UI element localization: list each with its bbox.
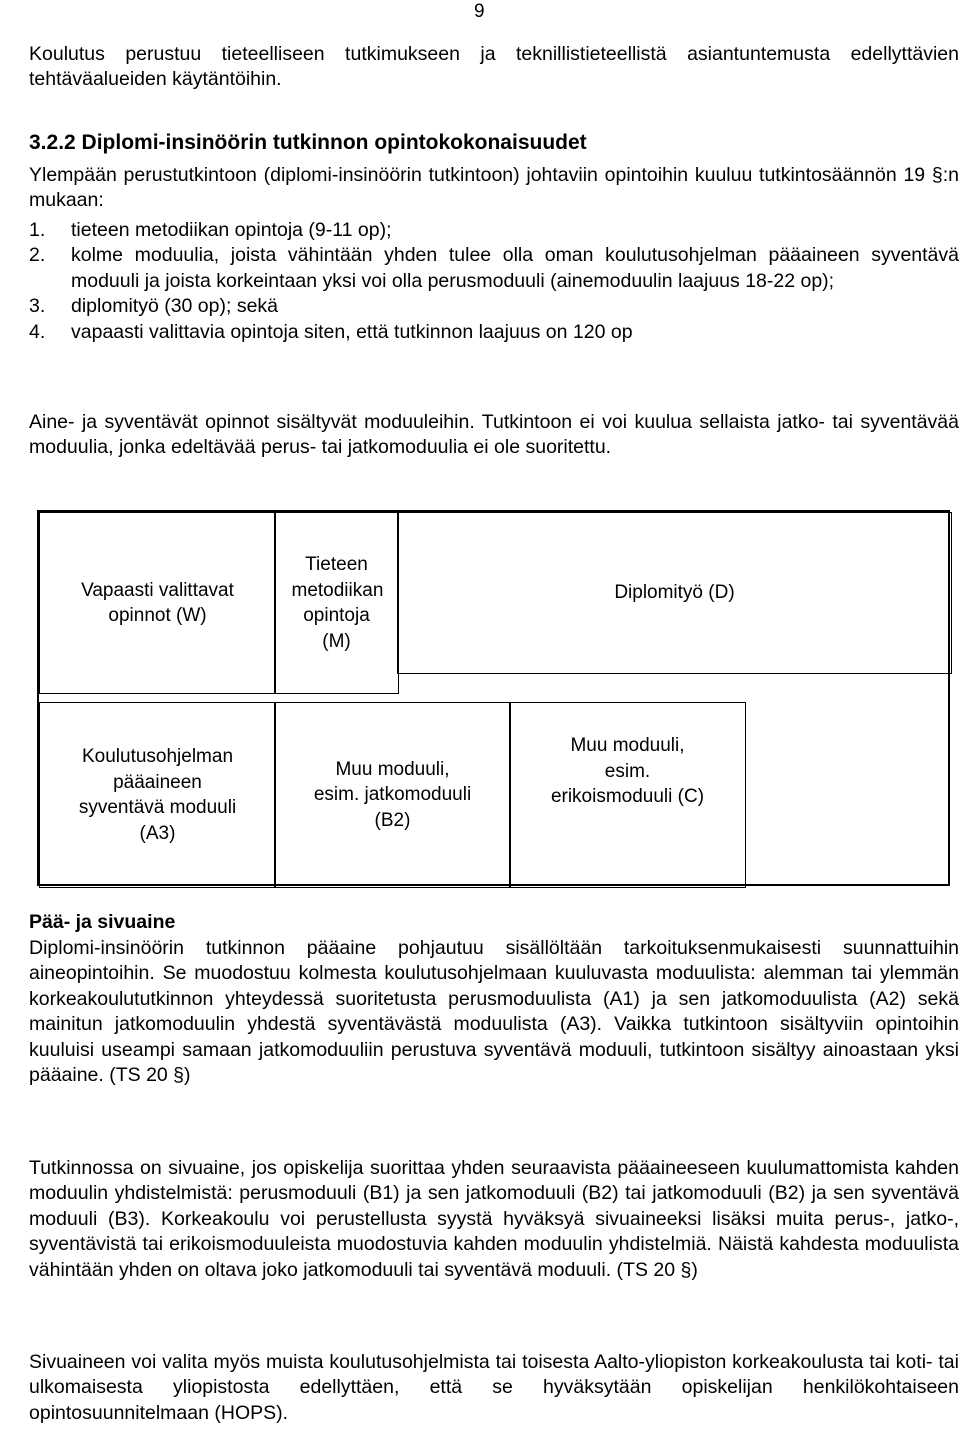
minor-paragraph: Tutkinnossa on sivuaine, jos opiskelija suorittaa yhden seuraavista pääaineeseen kuulumattomista kahden moduulin yhdistelmistä: perusmoduuli (B1) ja sen jatkomoduuli (B2) tai jatkomoduuli (B2) ja sen syventävä moduuli (B3). Korkeakoulu voi perustellusta syystä hyväksyä sivuaineeksi lisäksi muita perus-, jatko-, syventävistä tai erikoismoduuleista muodostuvia kahden moduulin yhdistelmiä. Näistä kahdesta moduulista vähintään yhden on oltava joko jatkomoduuli tai syventävä moduuli. (TS 20 §) <box>29 1157 959 1281</box>
minor-other-paragraph: Sivuaineen voi valita myös muista koulutusohjelmista tai toisesta Aalto-yliopiston korkeakoulusta tai koti- tai ulkomaisesta yliopistosta edellyttäen, että se hyväksytään opiskelijan henkilökohtaiseen opintosuunnitelmaan (HOPS). <box>29 1351 959 1424</box>
list-item: 1. tieteen metodiikan opintoja (9-11 op); <box>29 219 392 241</box>
degree-structure-diagram <box>37 510 950 886</box>
section-heading: 3.2.2 Diplomi-insinöörin tutkinnon opintokokonaisuudet <box>29 131 587 154</box>
box-major-advanced-module: Koulutusohjelman pääaineen syventävä moduuli (A3) <box>39 702 276 888</box>
box-free-electives: Vapaasti valittavat opinnot (W) <box>39 512 276 694</box>
requirements-list <box>29 218 959 345</box>
major-paragraph: Diplomi-insinöörin tutkinnon pääaine pohjautuu sisällöltään tarkoituksenmukaisesti suunnattuihin aineopintoihin. Se muodostuu kolmesta koulutusohjelmaan kuuluvasta moduulista: alemman tai ylemmän korkeakoulututkinnon yhteydessä suoritetusta perusmoduulista (A1) ja sen jatkomoduulista (A2) sekä mainitun jatkomoduulin yhdestä syventävästä moduulista (A3). Vaikka tutkintoon sisältyviin opintoihin kuuluisi useampi samaan jatkomoduuliin perustuva syventävä moduuli, tutkintoon sisältyy ainoastaan yksi pääaine. (TS 20 §) <box>29 937 959 1087</box>
list-item: 2. kolme moduulia, joista vähintään yhden tulee olla oman koulutusohjelman pääaineen syventävä moduuli ja joista korkeintaan yksi voi olla perusmoduuli (ainemoduulin laajuus 18-22 op); <box>29 244 959 292</box>
list-item: 3. diplomityö (30 op); sekä <box>29 295 279 318</box>
box-other-module-c: Muu moduuli, esim. erikoismoduuli (C) <box>509 702 746 888</box>
box-other-module-b2: Muu moduuli, esim. jatkomoduuli (B2) <box>274 702 511 888</box>
major-minor-heading: Pää- ja sivuaine <box>29 911 176 933</box>
page-number: 9 <box>474 1 485 22</box>
intro-paragraph: Koulutus perustuu tieteelliseen tutkimukseen ja teknillistieteellistä asiantuntemusta edellyttävien tehtäväalueiden käytäntöihin. <box>29 43 959 91</box>
list-item: 4. vapaasti valittavia opintoja siten, että tutkinnon laajuus on 120 op <box>29 320 633 343</box>
box-thesis: Diplomityö (D) <box>397 512 952 674</box>
after-list-paragraph: Aine- ja syventävät opinnot sisältyvät moduuleihin. Tutkintoon ei voi kuulua sellaista jatko- tai syventävää moduulia, jonka edeltävää perus- tai jatkomoduulia ei ole suoritettu. <box>29 411 959 459</box>
box-methodology: Tieteen metodiikan opintoja (M) <box>274 512 399 694</box>
section-lead: Ylempään perustutkintoon (diplomi-insinöörin tutkintoon) johtaviin opintoihin kuuluu tutkintosäännön 19 §:n mukaan: <box>29 164 959 212</box>
